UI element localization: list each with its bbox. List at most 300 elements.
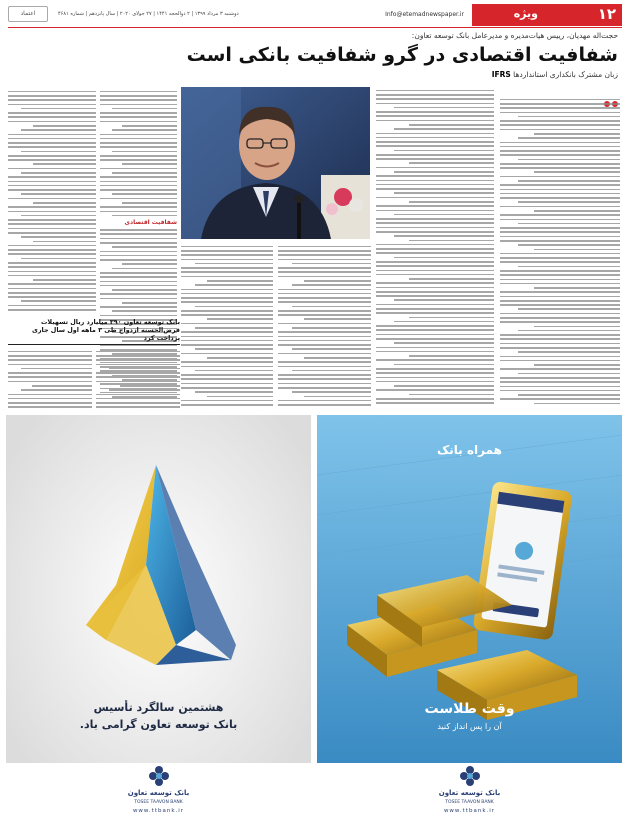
side-story-rule bbox=[8, 344, 180, 345]
text-line bbox=[394, 321, 494, 323]
text-line bbox=[122, 263, 177, 265]
text-line bbox=[100, 146, 177, 148]
text-line bbox=[112, 268, 177, 270]
text-line bbox=[500, 176, 620, 178]
text-line bbox=[8, 116, 96, 118]
text-line bbox=[8, 262, 96, 264]
text-line bbox=[8, 275, 96, 277]
text-line bbox=[376, 120, 494, 122]
text-line bbox=[8, 142, 96, 144]
text-line bbox=[394, 299, 494, 301]
text-line bbox=[500, 283, 620, 285]
text-line bbox=[376, 351, 494, 353]
side-story-headline: بانک توسعه تعاون ۳۹۰ میلیارد ریال تسهیلات قرض‌الحسنه ازدواج طی ۳ ماهه اول سال جاری پرداخت کرد bbox=[32, 318, 180, 342]
text-line bbox=[500, 189, 620, 191]
text-line bbox=[500, 167, 620, 169]
text-line bbox=[292, 263, 371, 265]
text-line bbox=[292, 306, 371, 308]
text-line bbox=[100, 238, 177, 240]
text-line bbox=[278, 387, 371, 389]
text-line bbox=[409, 317, 494, 319]
text-line bbox=[500, 107, 620, 109]
text-line bbox=[500, 343, 620, 345]
text-line bbox=[207, 280, 273, 282]
text-line bbox=[500, 338, 620, 340]
text-line bbox=[278, 353, 371, 355]
text-line bbox=[8, 206, 96, 208]
text-line bbox=[500, 227, 620, 229]
text-line bbox=[8, 211, 96, 213]
text-line bbox=[100, 298, 177, 300]
text-line bbox=[181, 344, 273, 346]
text-line bbox=[500, 219, 620, 221]
text-line bbox=[195, 348, 273, 350]
text-line bbox=[376, 295, 494, 297]
text-line bbox=[500, 154, 620, 156]
text-line bbox=[21, 389, 92, 391]
text-line bbox=[518, 308, 620, 310]
text-line bbox=[96, 376, 180, 378]
text-line bbox=[8, 181, 96, 183]
text-line bbox=[195, 391, 273, 393]
text-line bbox=[500, 261, 620, 263]
text-line bbox=[409, 201, 494, 203]
speaker-photo bbox=[181, 87, 370, 239]
text-line bbox=[21, 129, 96, 131]
text-line bbox=[534, 287, 620, 289]
text-line bbox=[100, 104, 177, 106]
text-line bbox=[100, 272, 177, 274]
text-line bbox=[376, 141, 494, 143]
text-line bbox=[21, 300, 96, 302]
text-line bbox=[500, 214, 620, 216]
text-line bbox=[304, 396, 371, 398]
text-line bbox=[292, 348, 371, 350]
dateline: دوشنبه ۳ مرداد ۱۳۹۹ | ۲ ذوالحجه ۱۴۴۱ | ۲۷ جولای ۲۰۲۰ | سال پانزدهم | شماره ۴۶۸۱ bbox=[58, 11, 239, 17]
text-line bbox=[304, 280, 371, 282]
text-line bbox=[8, 253, 96, 255]
text-line bbox=[8, 372, 92, 374]
text-line bbox=[96, 351, 180, 353]
ad-subslogan: آن را پس انداز کنید bbox=[437, 722, 502, 731]
text-line bbox=[100, 116, 177, 118]
text-line bbox=[376, 372, 494, 374]
text-line bbox=[8, 406, 92, 408]
text-line bbox=[181, 366, 273, 368]
text-line bbox=[376, 218, 494, 220]
text-line bbox=[500, 197, 620, 199]
text-line bbox=[8, 99, 96, 101]
column-text bbox=[376, 90, 494, 404]
text-line bbox=[376, 180, 494, 182]
bank-url[interactable]: www.ttbank.ir bbox=[443, 808, 496, 814]
text-line bbox=[292, 370, 371, 372]
text-line bbox=[292, 284, 371, 286]
text-line bbox=[181, 259, 273, 261]
text-line bbox=[195, 263, 273, 265]
column-text bbox=[181, 246, 273, 406]
text-line bbox=[8, 112, 96, 114]
bank-name-english: TOSEE TAAVON BANK bbox=[445, 800, 494, 805]
text-line bbox=[500, 142, 620, 144]
text-line bbox=[181, 383, 273, 385]
text-line bbox=[8, 155, 96, 157]
text-line bbox=[100, 293, 177, 295]
text-line bbox=[376, 248, 494, 250]
text-line bbox=[112, 108, 177, 110]
text-line bbox=[500, 150, 620, 152]
text-line bbox=[278, 259, 371, 261]
text-line bbox=[278, 344, 371, 346]
text-line bbox=[181, 374, 273, 376]
text-line bbox=[181, 323, 273, 325]
text-line bbox=[8, 138, 96, 140]
text-line bbox=[181, 336, 273, 338]
text-line bbox=[100, 315, 177, 317]
text-line bbox=[100, 121, 177, 123]
text-line bbox=[100, 134, 177, 136]
text-line bbox=[207, 318, 273, 320]
text-line bbox=[100, 229, 177, 231]
text-line bbox=[8, 134, 96, 136]
text-line bbox=[278, 404, 371, 406]
text-line bbox=[500, 184, 620, 186]
text-line bbox=[100, 138, 177, 140]
text-line bbox=[100, 91, 177, 93]
text-line bbox=[100, 251, 177, 253]
text-line bbox=[376, 111, 494, 113]
text-line bbox=[96, 364, 180, 366]
text-line bbox=[8, 271, 96, 273]
bank-logo-3d-icon bbox=[6, 415, 311, 819]
text-line bbox=[376, 287, 494, 289]
text-line bbox=[122, 163, 177, 165]
text-line bbox=[21, 172, 96, 174]
ad-slogan: وقت طلاست bbox=[424, 701, 515, 717]
text-line bbox=[96, 381, 180, 383]
text-line bbox=[100, 206, 177, 208]
text-line bbox=[394, 192, 494, 194]
text-line bbox=[278, 276, 371, 278]
text-line bbox=[278, 250, 371, 252]
text-line bbox=[207, 357, 273, 359]
text-line bbox=[376, 325, 494, 327]
text-line bbox=[181, 361, 273, 363]
page-header bbox=[8, 4, 622, 26]
text-line bbox=[376, 98, 494, 100]
mobile-bank-ad[interactable] bbox=[317, 415, 622, 819]
text-line bbox=[278, 289, 371, 291]
text-line bbox=[534, 249, 620, 251]
text-line bbox=[181, 250, 273, 252]
text-line bbox=[181, 271, 273, 273]
text-line bbox=[500, 129, 620, 131]
text-line bbox=[376, 329, 494, 331]
text-line bbox=[376, 103, 494, 105]
text-line bbox=[500, 279, 620, 281]
text-line bbox=[8, 223, 96, 225]
text-line bbox=[181, 289, 273, 291]
text-line bbox=[292, 391, 371, 393]
text-line bbox=[394, 150, 494, 152]
article-column-6 bbox=[8, 88, 96, 314]
text-line bbox=[500, 360, 620, 362]
text-line bbox=[181, 246, 273, 248]
anniversary-caption: هشتمین سالگرد تأسیس bbox=[93, 701, 224, 714]
text-line bbox=[96, 398, 180, 400]
text-line bbox=[376, 402, 494, 404]
column-text bbox=[278, 246, 371, 406]
text-line bbox=[278, 400, 371, 402]
text-line bbox=[100, 168, 177, 170]
text-line bbox=[376, 398, 494, 400]
text-line bbox=[376, 90, 494, 92]
text-line bbox=[394, 364, 494, 366]
article-column-4 bbox=[181, 243, 273, 408]
text-line bbox=[500, 236, 620, 238]
text-line bbox=[376, 231, 494, 233]
text-line bbox=[112, 151, 177, 153]
column-subhead: شفافیت اقتصادی bbox=[124, 219, 177, 227]
anniversary-ad[interactable] bbox=[6, 415, 311, 819]
bank-url[interactable]: www.ttbank.ir bbox=[132, 808, 185, 814]
text-line bbox=[8, 398, 92, 400]
text-line bbox=[376, 334, 494, 336]
text-line bbox=[33, 279, 96, 281]
text-line bbox=[394, 235, 494, 237]
text-line bbox=[21, 368, 92, 370]
text-line bbox=[181, 378, 273, 380]
text-line bbox=[500, 296, 620, 298]
text-line bbox=[8, 351, 92, 353]
text-line bbox=[500, 257, 620, 259]
text-line bbox=[500, 193, 620, 195]
text-line bbox=[278, 361, 371, 363]
speaker-illustration bbox=[181, 87, 370, 239]
text-line bbox=[181, 387, 273, 389]
text-line bbox=[376, 145, 494, 147]
text-line bbox=[181, 293, 273, 295]
text-line bbox=[518, 223, 620, 225]
text-line bbox=[8, 219, 96, 221]
bank-name-english: TOSEE TAAVON BANK bbox=[134, 800, 183, 805]
text-line bbox=[8, 185, 96, 187]
bank-name: بانک توسعه تعاون bbox=[127, 789, 190, 797]
text-line bbox=[8, 198, 96, 200]
text-line bbox=[376, 282, 494, 284]
text-line bbox=[181, 267, 273, 269]
text-line bbox=[278, 246, 371, 248]
text-line bbox=[500, 112, 620, 114]
text-line bbox=[500, 291, 620, 293]
text-line bbox=[518, 330, 620, 332]
text-line bbox=[376, 261, 494, 263]
text-line bbox=[112, 246, 177, 248]
text-line bbox=[8, 228, 96, 230]
text-line bbox=[112, 129, 177, 131]
text-line bbox=[278, 297, 371, 299]
text-line bbox=[500, 321, 620, 323]
text-line bbox=[100, 142, 177, 144]
text-line bbox=[500, 103, 620, 105]
text-line bbox=[376, 137, 494, 139]
text-line bbox=[207, 396, 273, 398]
text-line bbox=[278, 340, 371, 342]
text-line bbox=[100, 242, 177, 244]
text-line bbox=[100, 233, 177, 235]
text-line bbox=[500, 99, 620, 101]
text-line bbox=[500, 356, 620, 358]
text-line bbox=[100, 255, 177, 257]
text-line bbox=[376, 270, 494, 272]
text-line bbox=[376, 347, 494, 349]
text-line bbox=[376, 115, 494, 117]
bank-flower-logo-icon bbox=[148, 765, 170, 787]
text-line bbox=[376, 312, 494, 314]
column-text bbox=[8, 91, 96, 311]
text-line bbox=[518, 201, 620, 203]
text-line bbox=[534, 133, 620, 135]
side-story-column bbox=[8, 348, 92, 410]
text-line bbox=[376, 94, 494, 96]
text-line bbox=[376, 184, 494, 186]
text-line bbox=[109, 368, 180, 370]
text-line bbox=[181, 404, 273, 406]
text-line bbox=[112, 172, 177, 174]
text-line bbox=[394, 128, 494, 130]
text-line bbox=[33, 202, 96, 204]
text-line bbox=[96, 406, 180, 408]
anniversary-caption-line2: بانک توسعه تعاون گرامی باد. bbox=[79, 718, 238, 731]
text-line bbox=[8, 283, 96, 285]
text-line bbox=[500, 386, 620, 388]
text-line bbox=[394, 214, 494, 216]
text-line bbox=[500, 120, 620, 122]
text-line bbox=[534, 403, 620, 405]
text-line bbox=[278, 323, 371, 325]
text-line bbox=[181, 353, 273, 355]
text-line bbox=[376, 368, 494, 370]
article-column-1 bbox=[500, 96, 620, 408]
text-line bbox=[8, 402, 92, 404]
text-line bbox=[21, 151, 96, 153]
text-line bbox=[8, 292, 96, 294]
text-line bbox=[376, 197, 494, 199]
text-line bbox=[278, 383, 371, 385]
text-line bbox=[8, 176, 96, 178]
page-number: ۱۲ bbox=[597, 5, 616, 23]
text-line bbox=[394, 385, 494, 387]
text-line bbox=[376, 308, 494, 310]
text-line bbox=[518, 180, 620, 182]
text-line bbox=[278, 378, 371, 380]
text-line bbox=[100, 276, 177, 278]
bank-flower-logo-icon bbox=[459, 765, 481, 787]
text-line bbox=[376, 381, 494, 383]
text-line bbox=[376, 377, 494, 379]
text-line bbox=[96, 359, 180, 361]
text-line bbox=[100, 259, 177, 261]
text-line bbox=[8, 296, 96, 298]
text-line bbox=[376, 154, 494, 156]
text-line bbox=[278, 374, 371, 376]
text-line bbox=[518, 137, 620, 139]
text-line bbox=[96, 394, 180, 396]
text-line bbox=[8, 266, 96, 268]
text-line bbox=[8, 355, 92, 357]
text-line bbox=[394, 171, 494, 173]
text-line bbox=[8, 381, 92, 383]
text-line bbox=[394, 257, 494, 259]
text-line bbox=[8, 189, 96, 191]
text-line bbox=[181, 301, 273, 303]
subhead-bold: IFRS bbox=[491, 70, 511, 79]
text-line bbox=[376, 158, 494, 160]
text-line bbox=[181, 340, 273, 342]
text-line bbox=[112, 215, 177, 217]
text-line bbox=[409, 278, 494, 280]
text-line bbox=[100, 181, 177, 183]
text-line bbox=[100, 285, 177, 287]
text-line bbox=[112, 310, 177, 312]
text-line bbox=[100, 189, 177, 191]
text-line bbox=[292, 327, 371, 329]
text-line bbox=[518, 159, 620, 161]
text-line bbox=[500, 206, 620, 208]
column-text bbox=[100, 91, 177, 217]
text-line bbox=[181, 314, 273, 316]
text-line bbox=[534, 210, 620, 212]
bank-name: بانک توسعه تعاون bbox=[438, 789, 501, 797]
text-line bbox=[304, 357, 371, 359]
text-line bbox=[100, 95, 177, 97]
text-line bbox=[8, 232, 96, 234]
text-line bbox=[181, 331, 273, 333]
text-line bbox=[304, 318, 371, 320]
text-line bbox=[500, 390, 620, 392]
text-line bbox=[500, 124, 620, 126]
text-line bbox=[195, 327, 273, 329]
text-line bbox=[100, 99, 177, 101]
text-line bbox=[376, 227, 494, 229]
text-line bbox=[8, 305, 96, 307]
text-line bbox=[500, 313, 620, 315]
text-line bbox=[278, 366, 371, 368]
text-line bbox=[376, 291, 494, 293]
text-line bbox=[409, 355, 494, 357]
text-line bbox=[376, 167, 494, 169]
text-line bbox=[100, 198, 177, 200]
text-line bbox=[8, 359, 92, 361]
text-line bbox=[500, 347, 620, 349]
text-line bbox=[195, 370, 273, 372]
text-line bbox=[278, 254, 371, 256]
text-line bbox=[195, 284, 273, 286]
text-line bbox=[278, 310, 371, 312]
text-line bbox=[376, 188, 494, 190]
text-line bbox=[534, 364, 620, 366]
text-line bbox=[122, 202, 177, 204]
text-line bbox=[96, 372, 180, 374]
text-line bbox=[500, 270, 620, 272]
text-line bbox=[8, 104, 96, 106]
text-line bbox=[518, 373, 620, 375]
text-line bbox=[278, 331, 371, 333]
text-line bbox=[8, 364, 92, 366]
article-column-3 bbox=[278, 243, 371, 408]
text-line bbox=[181, 400, 273, 402]
text-line bbox=[376, 222, 494, 224]
